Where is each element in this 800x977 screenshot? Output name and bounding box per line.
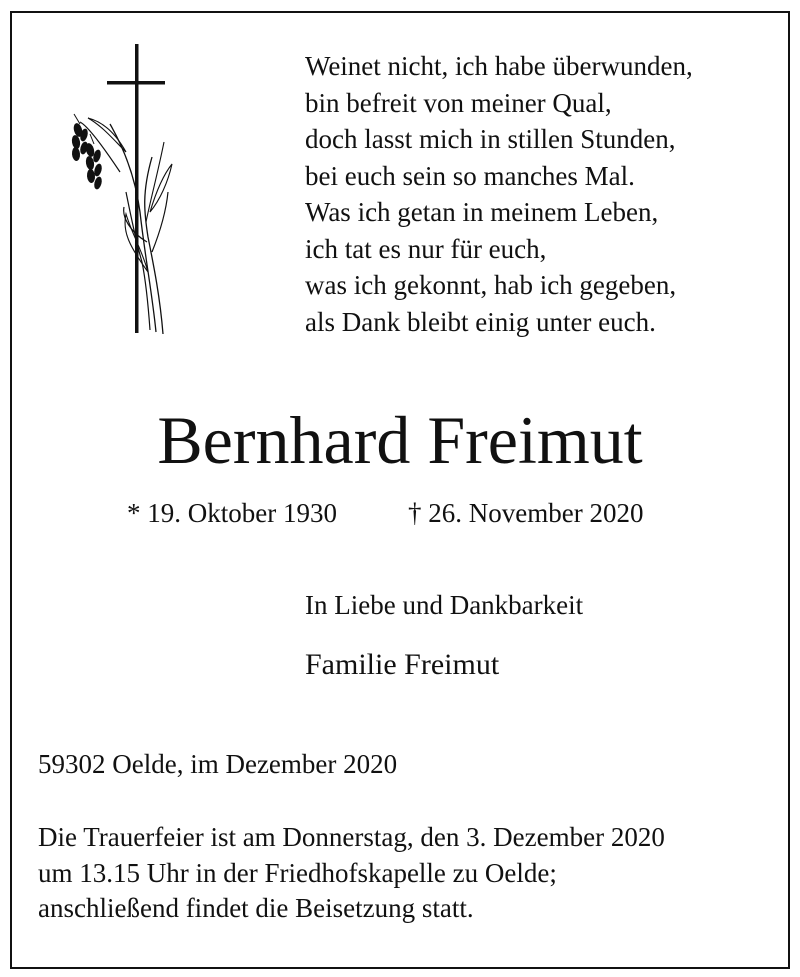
poem-line: was ich gekonnt, hab ich gegeben,: [305, 270, 677, 300]
poem-line: ich tat es nur für euch,: [305, 233, 547, 264]
poem-line: doch lasst mich in stillen Stunden,: [305, 124, 676, 154]
poem-line: bei euch sein so manches Mal.: [305, 160, 635, 191]
ceremony-line: anschließend findet die Beisetzung statt.: [38, 893, 474, 923]
place-date: 59302 Oelde, im Dezember 2020: [38, 749, 398, 779]
poem-line: Was ich getan in meinem Leben,: [305, 197, 659, 227]
family-signature: Familie Freimut: [305, 648, 500, 681]
ceremony-line: um 13.15 Uhr in der Friedhofskapelle zu Oelde;: [38, 857, 557, 888]
poem-line: als Dank bleibt einig unter euch.: [305, 306, 656, 337]
poem: [305, 48, 693, 340]
ceremony-line: Die Trauerfeier ist am Donnerstag, den 3. Dezember 2020: [38, 822, 665, 852]
birth-date: * 19. Oktober 1930: [127, 498, 337, 528]
deceased-name: Bernhard Freimut: [157, 402, 643, 478]
poem-line: bin befreit von meiner Qual,: [305, 87, 612, 118]
death-date: † 26. November 2020: [408, 498, 644, 528]
cross-with-wheat-icon: [60, 42, 180, 337]
thanks-line: In Liebe und Dankbarkeit: [305, 590, 584, 620]
ceremony-details: [38, 820, 665, 927]
poem-line: Weinet nicht, ich habe überwunden,: [305, 51, 693, 81]
